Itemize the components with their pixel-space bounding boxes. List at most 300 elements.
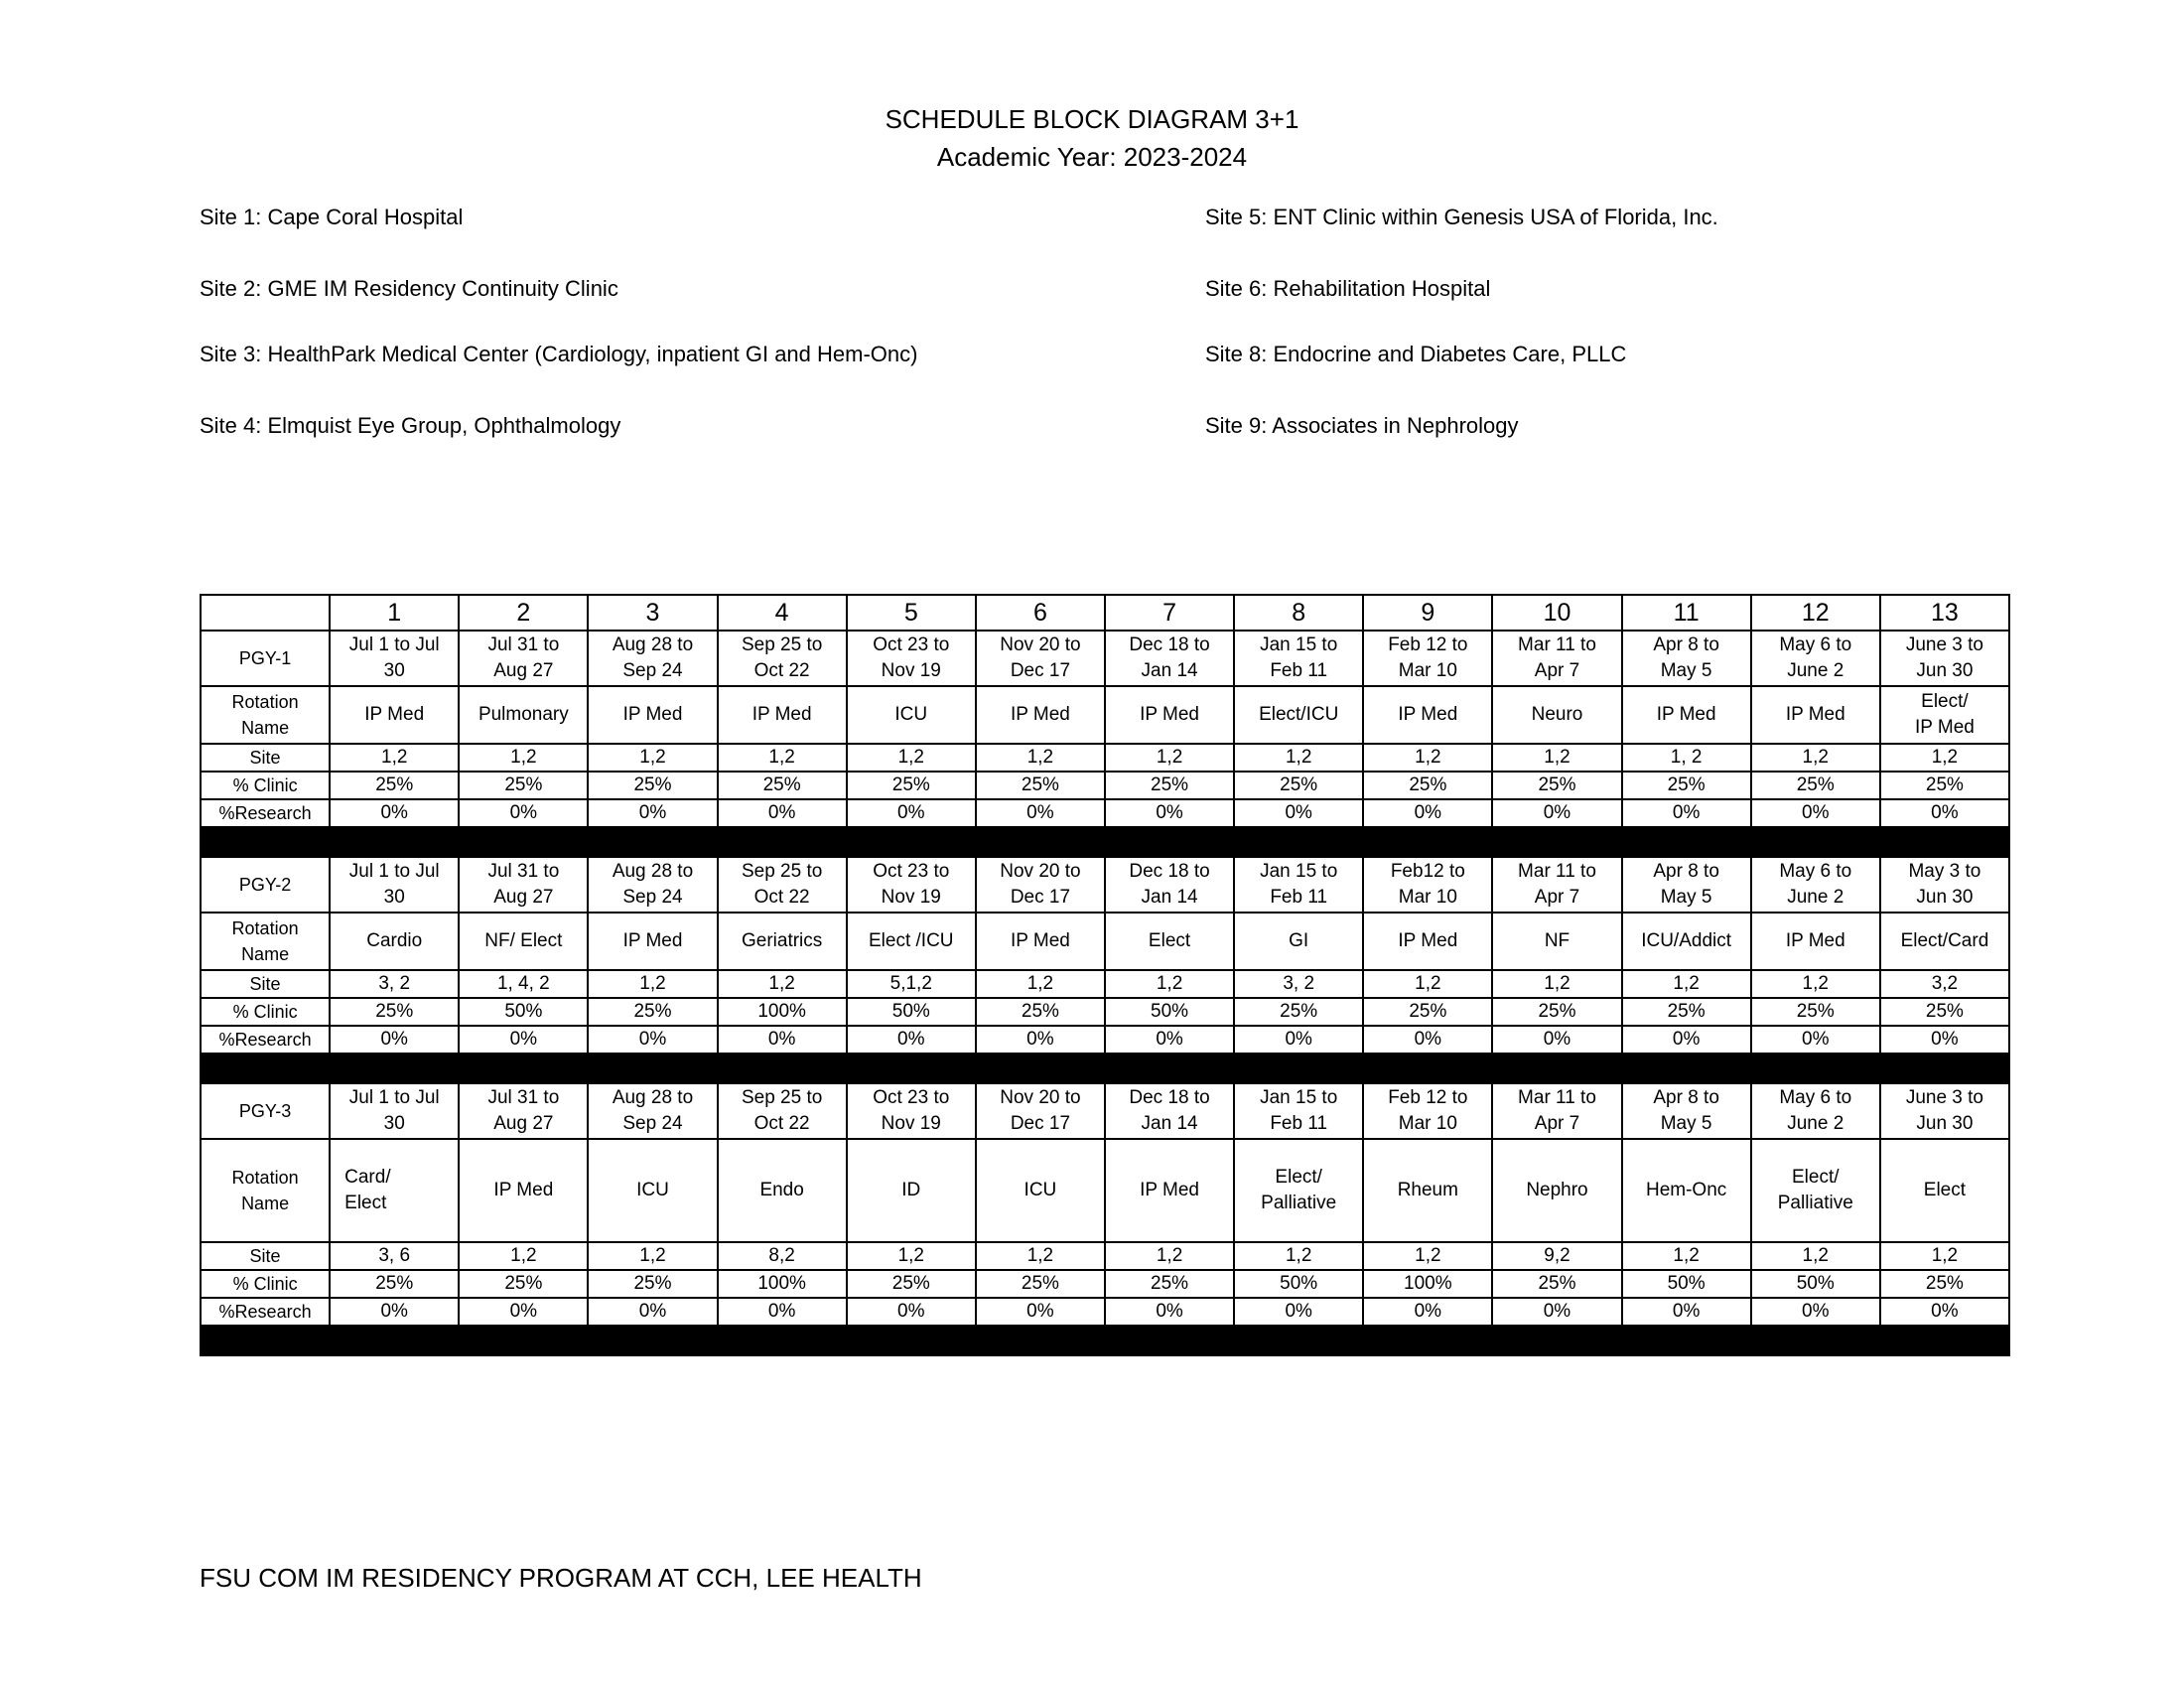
pgy-3-research-1: [330, 1298, 459, 1326]
pgy-1-date-1-text: Jul 1 to Jul 30: [348, 634, 440, 681]
pgy-1-rotation-2: [459, 686, 588, 744]
pgy-3-rotation-5: [847, 1139, 976, 1242]
pgy-1-rotation-7-text: IP Med: [1140, 704, 1199, 725]
pgy-1-date-6-text: Nov 20 to Dec 17: [1000, 634, 1081, 681]
block-number-11-text: 11: [1673, 599, 1700, 627]
pgy-3-site-1: [330, 1242, 459, 1270]
pgy-1-research-8: [1234, 799, 1363, 827]
pgy-3-clinic-13-text: 25%: [1925, 1273, 1964, 1294]
pgy-1-site-6: [976, 744, 1105, 772]
pgy-2-site-12-text: 1,2: [1802, 973, 1829, 994]
pgy-3-site-7: [1105, 1242, 1234, 1270]
pgy-2-date-12: [1751, 857, 1880, 913]
pgy-1-clinic-8: [1234, 772, 1363, 799]
pgy-2-research-8-text: 0%: [1285, 1029, 1312, 1050]
pgy-2-site-8: [1234, 970, 1363, 998]
pgy-3-rotation-8-text: Elect/ Palliative: [1261, 1167, 1337, 1213]
pgy-1-site-3-text: 1,2: [639, 747, 666, 768]
pgy-2-site-13-text: 3,2: [1931, 973, 1959, 994]
pgy-3-research-5-text: 0%: [897, 1301, 925, 1322]
pgy-2-rotation-3: [588, 913, 717, 970]
pgy-2-clinic-12-text: 25%: [1796, 1001, 1835, 1022]
pgy-2-site-1-text: 3, 2: [378, 973, 411, 994]
pgy-3-rotation-5-text: ID: [901, 1180, 921, 1200]
pgy-3-rotation-10-text: Nephro: [1526, 1180, 1588, 1200]
pgy-3-site-9-text: 1,2: [1415, 1245, 1441, 1266]
pgy-1-date-11: [1622, 631, 1751, 686]
pgy-2-clinic-7: [1105, 998, 1234, 1026]
pgy-2-site-9: [1363, 970, 1492, 998]
pgy-2-rotation-5-text: Elect /ICU: [869, 930, 954, 951]
pgy-2-clinic-1: [330, 998, 459, 1026]
pgy-2-research-label: [201, 1026, 330, 1054]
pgy-1-research-6: [976, 799, 1105, 827]
pgy-1-research-4-text: 0%: [767, 802, 796, 823]
pgy-3-rotation-11: [1622, 1139, 1751, 1242]
pgy-3-label: [201, 1083, 330, 1139]
pgy-1-clinic-13-text: 25%: [1925, 774, 1964, 795]
pgy-2-site-12: [1751, 970, 1880, 998]
pgy-2-site-3: [588, 970, 717, 998]
pgy-3-research-10: [1492, 1298, 1621, 1326]
pgy-3-clinic-4: [718, 1270, 847, 1298]
pgy-3-clinic-12-text: 50%: [1796, 1273, 1835, 1294]
pgy-3-site-3: [588, 1242, 717, 1270]
pgy-3-rotation-4-text: Endo: [759, 1180, 804, 1200]
pgy-1-rotation-5: [847, 686, 976, 744]
pgy-3-site-12-text: 1,2: [1802, 1245, 1829, 1266]
pgy-2-date-7: [1105, 857, 1234, 913]
pgy-3-clinic-8: [1234, 1270, 1363, 1298]
pgy-1-clinic-11-text: 25%: [1667, 774, 1706, 795]
pgy-2-site-6: [976, 970, 1105, 998]
pgy-1-clinic-label-text: % Clinic: [232, 775, 298, 795]
pgy-2-clinic-12: [1751, 998, 1880, 1026]
pgy-3-clinic-11-text: 50%: [1667, 1273, 1706, 1294]
pgy-2-rotation-6: [976, 913, 1105, 970]
pgy-3-clinic-row: [201, 1270, 2009, 1298]
pgy-3-date-9: [1363, 1083, 1492, 1139]
pgy-1-rotation-7: [1105, 686, 1234, 744]
pgy-2-research-10-text: 0%: [1543, 1029, 1571, 1050]
pgy-1-site-row: [201, 744, 2009, 772]
pgy-1-rotation-10: [1492, 686, 1621, 744]
block-number-2: [459, 595, 588, 631]
site-2-label: Site 2: GME IM Residency Continuity Clinic: [200, 276, 618, 301]
block-number-2-text: 2: [516, 599, 531, 627]
pgy-3-clinic-12: [1751, 1270, 1880, 1298]
pgy-2-clinic-8-text: 25%: [1280, 1001, 1318, 1022]
pgy-3-rotation-1-text: Card/ Elect: [344, 1167, 391, 1213]
pgy-3-research-13-text: 0%: [1931, 1301, 1959, 1322]
pgy-2-research-8: [1234, 1026, 1363, 1054]
block-number-5: [847, 595, 976, 631]
pgy-3-site-4-text: 8,2: [768, 1245, 795, 1266]
pgy-1-label-text: PGY-1: [238, 648, 292, 668]
pgy-3-site-label: [201, 1242, 330, 1270]
pgy-2-research-9-text: 0%: [1414, 1029, 1442, 1050]
pgy-3-site-8: [1234, 1242, 1363, 1270]
pgy-3-date-12: [1751, 1083, 1880, 1139]
pgy-3-rotation-label-text: Rotation Name: [231, 1168, 299, 1213]
pgy-3-date-9-text: Feb 12 to Mar 10: [1388, 1087, 1468, 1134]
pgy-3-date-2: [459, 1083, 588, 1139]
pgy-3-rotation-13-text: Elect: [1923, 1180, 1967, 1200]
pgy-2-clinic-13-text: 25%: [1925, 1001, 1964, 1022]
pgy-3-research-2-text: 0%: [509, 1301, 538, 1322]
pgy-1-clinic-row: [201, 772, 2009, 799]
pgy-1-rotation-2-text: Pulmonary: [478, 704, 569, 725]
pgy-2-date-5: [847, 857, 976, 913]
pgy-3-research-13: [1880, 1298, 2009, 1326]
pgy-3-clinic-2: [459, 1270, 588, 1298]
block-number-7: [1105, 595, 1234, 631]
pgy-2-rotation-8-text: GI: [1289, 930, 1309, 951]
pgy-1-site-2: [459, 744, 588, 772]
pgy-2-rotation-12: [1751, 913, 1880, 970]
pgy-1-rotation-13-text: Elect/ IP Med: [1914, 691, 1975, 738]
pgy-3-clinic-5: [847, 1270, 976, 1298]
pgy-1-clinic-3: [588, 772, 717, 799]
pgy-3-site-5-text: 1,2: [897, 1245, 924, 1266]
pgy-2-rotation-10: [1492, 913, 1621, 970]
pgy-2-research-12-text: 0%: [1802, 1029, 1830, 1050]
pgy-3-date-1-text: Jul 1 to Jul 30: [348, 1087, 440, 1134]
pgy-2-rotation-6-text: IP Med: [1010, 930, 1070, 951]
pgy-1-site-label: [201, 744, 330, 772]
pgy-1-date-11-text: Apr 8 to May 5: [1653, 634, 1719, 681]
pgy-2-dates-row: [201, 857, 2009, 913]
pgy-3-clinic-1: [330, 1270, 459, 1298]
pgy-2-research-6-text: 0%: [1026, 1029, 1054, 1050]
pgy-1-site-2-text: 1,2: [510, 747, 537, 768]
pgy-3-research-6: [976, 1298, 1105, 1326]
pgy-2-site-2-text: 1, 4, 2: [496, 973, 550, 994]
pgy-2-date-5-text: Oct 23 to Nov 19: [873, 861, 950, 908]
pgy-2-rotation-9-text: IP Med: [1398, 930, 1458, 951]
pgy-3-clinic-6: [976, 1270, 1105, 1298]
pgy-2-rotation-10-text: NF: [1544, 930, 1570, 951]
pgy-3-clinic-2-text: 25%: [504, 1273, 543, 1294]
pgy-1-rotation-label: [201, 686, 330, 744]
pgy-3-date-12-text: May 6 to June 2: [1779, 1087, 1852, 1134]
pgy-2-date-4-text: Sep 25 to Oct 22: [741, 861, 823, 908]
pgy-3-rotation-1: [330, 1139, 459, 1242]
pgy-1-research-8-text: 0%: [1285, 802, 1312, 823]
pgy-3-rotation-6-text: ICU: [1024, 1180, 1057, 1200]
pgy-2-rotation-1: [330, 913, 459, 970]
pgy-2-rotation-13-text: Elect/Card: [1900, 930, 1989, 951]
pgy-3-clinic-label-text: % Clinic: [232, 1274, 298, 1294]
site-8-label: Site 8: Endocrine and Diabetes Care, PLLC: [1205, 342, 1627, 366]
pgy-1-date-7-text: Dec 18 to Jan 14: [1129, 634, 1210, 681]
pgy-2-research-9: [1363, 1026, 1492, 1054]
page-title: SCHEDULE BLOCK DIAGRAM 3+1: [885, 104, 1299, 134]
pgy-2-research-3-text: 0%: [638, 1029, 667, 1050]
pgy-1-date-12: [1751, 631, 1880, 686]
pgy-1-rotation-11-text: IP Med: [1656, 704, 1716, 725]
pgy-3-site-10: [1492, 1242, 1621, 1270]
pgy-1-label: [201, 631, 330, 686]
block-number-10-text: 10: [1543, 599, 1571, 627]
pgy-2-clinic-label-text: % Clinic: [232, 1002, 298, 1022]
pgy-3-date-8: [1234, 1083, 1363, 1139]
pgy-1-research-9-text: 0%: [1414, 802, 1442, 823]
pgy-1-clinic-12: [1751, 772, 1880, 799]
pgy-3-date-1: [330, 1083, 459, 1139]
pgy-2-date-12-text: May 6 to June 2: [1779, 861, 1852, 908]
pgy-3-research-8: [1234, 1298, 1363, 1326]
pgy-1-site-9: [1363, 744, 1492, 772]
pgy-1-date-8: [1234, 631, 1363, 686]
pgy-2-research-1-text: 0%: [380, 1029, 408, 1050]
pgy-3-site-1-text: 3, 6: [378, 1245, 411, 1266]
pgy-1-research-7: [1105, 799, 1234, 827]
pgy-2-rotation-7: [1105, 913, 1234, 970]
site-3-label: Site 3: HealthPark Medical Center (Cardiology, inpatient GI and Hem-Onc): [200, 342, 918, 366]
block-number-11: [1622, 595, 1751, 631]
pgy-2-research-5-text: 0%: [897, 1029, 925, 1050]
pgy-1-site-9-text: 1,2: [1415, 747, 1441, 768]
pgy-2-site-11: [1622, 970, 1751, 998]
pgy-1-research-3: [588, 799, 717, 827]
pgy-1-site-8-text: 1,2: [1285, 747, 1312, 768]
pgy-1-date-3-text: Aug 28 to Sep 24: [612, 634, 694, 681]
pgy-3-site-11: [1622, 1242, 1751, 1270]
pgy-3-clinic-5-text: 25%: [891, 1273, 930, 1294]
pgy-1-research-2: [459, 799, 588, 827]
pgy-2-research-13: [1880, 1026, 2009, 1054]
pgy-1-clinic-1-text: 25%: [375, 774, 414, 795]
pgy-3-site-13-text: 1,2: [1931, 1245, 1959, 1266]
pgy-3-research-7: [1105, 1298, 1234, 1326]
pgy-2-clinic-11-text: 25%: [1667, 1001, 1706, 1022]
pgy-2-research-label-text: %Research: [218, 1030, 312, 1050]
pgy-2-site-13: [1880, 970, 2009, 998]
pgy-1-site-8: [1234, 744, 1363, 772]
schedule-table: [200, 594, 2010, 1356]
pgy-2-rotation-5: [847, 913, 976, 970]
pgy-2-clinic-6-text: 25%: [1021, 1001, 1059, 1022]
pgy-1-date-7: [1105, 631, 1234, 686]
pgy-1-rotation-label-text: Rotation Name: [231, 692, 299, 738]
pgy-1-clinic-1: [330, 772, 459, 799]
pgy-2-clinic-2: [459, 998, 588, 1026]
pgy-3-rotation-12-text: Elect/ Palliative: [1777, 1167, 1853, 1213]
pgy-1-clinic-9-text: 25%: [1409, 774, 1447, 795]
pgy-1-research-9: [1363, 799, 1492, 827]
pgy-3-clinic-7: [1105, 1270, 1234, 1298]
pgy-2-site-10: [1492, 970, 1621, 998]
pgy-1-clinic-10: [1492, 772, 1621, 799]
pgy-1-date-6: [976, 631, 1105, 686]
pgy-2-clinic-8: [1234, 998, 1363, 1026]
pgy-1-research-11: [1622, 799, 1751, 827]
pgy-1-rotation-8-text: Elect/ICU: [1259, 704, 1339, 725]
pgy-1-clinic-2-text: 25%: [504, 774, 543, 795]
pgy-3-site-10-text: 9,2: [1544, 1245, 1570, 1266]
pgy-3-clinic-3-text: 25%: [633, 1273, 672, 1294]
pgy-2-date-3: [588, 857, 717, 913]
pgy-3-date-11-text: Apr 8 to May 5: [1653, 1087, 1719, 1134]
pgy-1-rotation-8: [1234, 686, 1363, 744]
block-number-3: [588, 595, 717, 631]
pgy-3-site-12: [1751, 1242, 1880, 1270]
pgy-1-research-6-text: 0%: [1026, 802, 1054, 823]
pgy-3-date-13-text: June 3 to Jun 30: [1905, 1087, 1983, 1134]
pgy-3-site-2: [459, 1242, 588, 1270]
pgy-1-research-7-text: 0%: [1156, 802, 1183, 823]
pgy-2-research-7: [1105, 1026, 1234, 1054]
pgy-2-clinic-11: [1622, 998, 1751, 1026]
pgy-3-date-3-text: Aug 28 to Sep 24: [612, 1087, 694, 1134]
pgy-2-date-11: [1622, 857, 1751, 913]
pgy-1-research-10: [1492, 799, 1621, 827]
pgy-2-rotation-11-text: ICU/Addict: [1641, 930, 1732, 951]
pgy-3-rotation-2-text: IP Med: [493, 1180, 554, 1200]
pgy-1-rotation-1-text: IP Med: [364, 704, 425, 725]
pgy-1-clinic-11: [1622, 772, 1751, 799]
block-number-8: [1234, 595, 1363, 631]
pgy-3-separator-bar: [201, 1326, 2009, 1355]
pgy-3-research-3-text: 0%: [638, 1301, 667, 1322]
pgy-2-research-11: [1622, 1026, 1751, 1054]
pgy-1-research-label: [201, 799, 330, 827]
pgy-2-site-label-text: Site: [249, 974, 281, 994]
pgy-1-research-5-text: 0%: [897, 802, 925, 823]
pgy-1-date-4-text: Sep 25 to Oct 22: [741, 634, 823, 681]
pgy-3-site-7-text: 1,2: [1156, 1245, 1183, 1266]
pgy-3-date-3: [588, 1083, 717, 1139]
pgy-2-clinic-5-text: 50%: [891, 1001, 930, 1022]
pgy-1-rotation-6: [976, 686, 1105, 744]
site-1-label: Site 1: Cape Coral Hospital: [200, 205, 464, 229]
block-number-7-text: 7: [1162, 599, 1176, 627]
pgy-3-site-6: [976, 1242, 1105, 1270]
pgy-3-site-5: [847, 1242, 976, 1270]
pgy-2-date-10-text: Mar 11 to Apr 7: [1518, 861, 1596, 908]
pgy-1-research-13-text: 0%: [1931, 802, 1959, 823]
pgy-1-rotation-4: [718, 686, 847, 744]
pgy-2-rotation-13: [1880, 913, 2009, 970]
pgy-1-research-11-text: 0%: [1672, 802, 1701, 823]
pgy-1-date-4: [718, 631, 847, 686]
pgy-1-research-12: [1751, 799, 1880, 827]
pgy-3-research-12: [1751, 1298, 1880, 1326]
pgy-2-rotation-4: [718, 913, 847, 970]
pgy-3-site-label-text: Site: [249, 1246, 281, 1266]
pgy-2-rotation-8: [1234, 913, 1363, 970]
pgy-1-research-1: [330, 799, 459, 827]
pgy-3-clinic-13: [1880, 1270, 2009, 1298]
pgy-2-rotation-9: [1363, 913, 1492, 970]
pgy-1-rotation-12-text: IP Med: [1785, 704, 1845, 725]
pgy-1-site-label-text: Site: [249, 748, 281, 768]
pgy-3-rotation-3: [588, 1139, 717, 1242]
pgy-2-clinic-13: [1880, 998, 2009, 1026]
pgy-2-site-4-text: 1,2: [768, 973, 795, 994]
pgy-2-clinic-4: [718, 998, 847, 1026]
pgy-3-rotation-9: [1363, 1139, 1492, 1242]
pgy-1-date-12-text: May 6 to June 2: [1779, 634, 1852, 681]
pgy-3-dates-row: [201, 1083, 2009, 1139]
pgy-1-date-5: [847, 631, 976, 686]
pgy-2-clinic-9-text: 25%: [1409, 1001, 1447, 1022]
site-6-label: Site 6: Rehabilitation Hospital: [1205, 276, 1491, 301]
pgy-3-clinic-7-text: 25%: [1151, 1273, 1189, 1294]
pgy-2-clinic-7-text: 50%: [1151, 1001, 1189, 1022]
pgy-1-site-6-text: 1,2: [1026, 747, 1054, 768]
pgy-3-label-text: PGY-3: [238, 1101, 292, 1121]
pgy-3-research-11: [1622, 1298, 1751, 1326]
pgy-1-clinic-10-text: 25%: [1538, 774, 1576, 795]
pgy-2-research-12: [1751, 1026, 1880, 1054]
pgy-2-site-5: [847, 970, 976, 998]
pgy-3-date-4: [718, 1083, 847, 1139]
pgy-3-rotation-label: [201, 1139, 330, 1242]
pgy-2-rotation-2-text: NF/ Elect: [484, 930, 563, 951]
pgy-1-rotation-3-text: IP Med: [622, 704, 683, 725]
pgy-3-clinic-11: [1622, 1270, 1751, 1298]
pgy-2-clinic-3-text: 25%: [633, 1001, 672, 1022]
pgy-3-site-row: [201, 1242, 2009, 1270]
pgy-3-site-4: [718, 1242, 847, 1270]
pgy-3-research-8-text: 0%: [1285, 1301, 1312, 1322]
pgy-2-research-1: [330, 1026, 459, 1054]
pgy-1-site-13-text: 1,2: [1931, 747, 1959, 768]
pgy-2-rotation-3-text: IP Med: [622, 930, 683, 951]
pgy-3-rotation-13: [1880, 1139, 2009, 1242]
pgy-1-site-11-text: 1, 2: [1670, 747, 1703, 768]
block-number-5-text: 5: [903, 599, 918, 627]
pgy-1-date-2: [459, 631, 588, 686]
pgy-1-research-row: [201, 799, 2009, 827]
block-number-13-text: 13: [1931, 599, 1959, 627]
pgy-3-research-2: [459, 1298, 588, 1326]
pgy-1-research-13: [1880, 799, 2009, 827]
pgy-2-clinic-2-text: 50%: [504, 1001, 543, 1022]
pgy-3-clinic-4-text: 100%: [757, 1273, 806, 1294]
pgy-3-clinic-3: [588, 1270, 717, 1298]
pgy-1-site-10-text: 1,2: [1544, 747, 1570, 768]
pgy-3-date-7: [1105, 1083, 1234, 1139]
pgy-2-research-row: [201, 1026, 2009, 1054]
block-number-9-text: 9: [1421, 599, 1435, 627]
pgy-1-rotation-5-text: ICU: [894, 704, 928, 725]
pgy-2-research-6: [976, 1026, 1105, 1054]
pgy-3-site-9: [1363, 1242, 1492, 1270]
pgy-3-date-4-text: Sep 25 to Oct 22: [741, 1087, 823, 1134]
pgy-2-rotation-11: [1622, 913, 1751, 970]
block-number-8-text: 8: [1292, 599, 1306, 627]
pgy-3-clinic-6-text: 25%: [1021, 1273, 1059, 1294]
pgy-3-site-2-text: 1,2: [510, 1245, 537, 1266]
pgy-1-site-10: [1492, 744, 1621, 772]
pgy-3-rotation-6: [976, 1139, 1105, 1242]
pgy-3-research-row: [201, 1298, 2009, 1326]
pgy-3-clinic-1-text: 25%: [375, 1273, 414, 1294]
pgy-1-rotation-10-text: Neuro: [1531, 704, 1583, 725]
pgy-2-date-11-text: Apr 8 to May 5: [1653, 861, 1719, 908]
pgy-2-date-13-text: May 3 to Jun 30: [1908, 861, 1981, 908]
pgy-2-clinic-10: [1492, 998, 1621, 1026]
pgy-2-site-6-text: 1,2: [1026, 973, 1054, 994]
pgy-2-research-4-text: 0%: [767, 1029, 796, 1050]
pgy-3-research-9: [1363, 1298, 1492, 1326]
pgy-1-clinic-5: [847, 772, 976, 799]
pgy-2-rotation-1-text: Cardio: [366, 930, 423, 951]
pgy-3-separator-row: [201, 1326, 2009, 1355]
